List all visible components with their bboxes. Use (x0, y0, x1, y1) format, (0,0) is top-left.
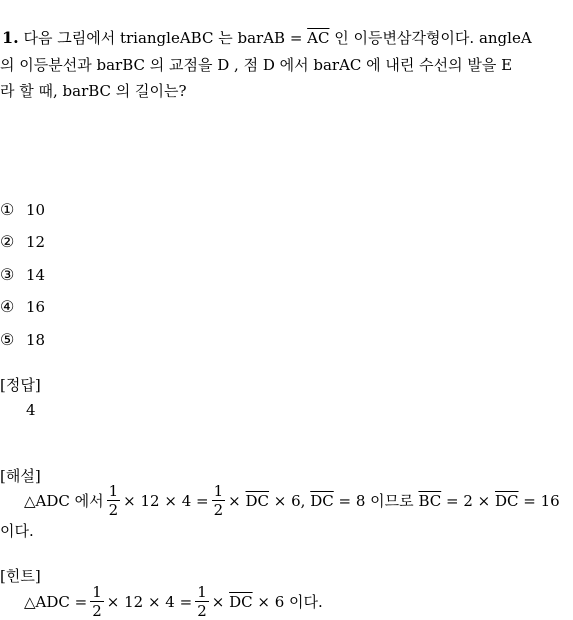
segment-dc: $\overline{DC}$ (495, 491, 519, 510)
explanation-text-a: △ADC 에서 (24, 492, 104, 510)
fraction-denominator: 2 (108, 501, 119, 519)
answer-label: [정답] (0, 376, 41, 394)
hint-text-b: × 12 × 4 = (106, 592, 193, 611)
fraction-numerator: 1 (197, 583, 207, 601)
choice-mark: ① (0, 200, 15, 219)
explanation-label: [해설] (0, 467, 41, 485)
segment-dc: $\overline{DC}$ (310, 491, 334, 510)
segment-dc: $\overline{DC}$ (229, 592, 253, 611)
choice-mark: ④ (0, 297, 15, 316)
fraction-half (107, 482, 121, 519)
fraction-half (212, 482, 226, 519)
question-line-1 (2, 27, 532, 48)
fraction-denominator: 2 (197, 602, 207, 620)
explanation-text-f: = 2 × (446, 491, 491, 510)
choice-2[interactable] (0, 232, 45, 251)
explanation-text-b: × 12 × 4 = (123, 491, 209, 510)
explanation-text-e: = 8 이므로 (338, 492, 414, 510)
explanation-line-1 (24, 482, 560, 519)
fraction-denominator: 2 (213, 501, 224, 519)
fraction-denominator: 2 (92, 602, 102, 620)
explanation-text-d: × 6, (273, 491, 306, 510)
choice-3[interactable] (0, 265, 45, 284)
segment-bc: $\overline{BC}$ (418, 491, 442, 510)
fraction-numerator: 1 (108, 482, 119, 500)
fraction-half (90, 583, 104, 620)
hint-text-d: × 6 이다. (257, 593, 323, 611)
choice-5[interactable] (0, 330, 45, 349)
choice-mark: ⑤ (0, 330, 15, 349)
explanation-text-g: = 16 (523, 491, 560, 510)
hint-text-a: △ADC = (24, 592, 88, 611)
question-line-2: 의 이등분선과 barBC 의 교점을 D , 점 D 에서 barAC 에 내린 수선의 발을 E (0, 56, 513, 74)
answer-value: 4 (26, 401, 36, 419)
hint-text-c: × (211, 592, 225, 611)
choice-text: 18 (26, 331, 46, 349)
choice-text: 12 (26, 233, 46, 251)
question-text-1a: 다음 그림에서 triangleABC 는 barAB = (23, 29, 308, 47)
explanation-text-c: × (228, 491, 241, 510)
explanation-line-2: 이다. (0, 522, 34, 540)
question-line-3: 라 할 때, barBC 의 길이는? (0, 82, 187, 100)
question-number: 1. (2, 28, 19, 47)
choice-text: 14 (26, 266, 46, 284)
choice-4[interactable] (0, 297, 45, 316)
fraction-numerator: 1 (213, 482, 224, 500)
segment-dc: $\overline{DC}$ (245, 491, 270, 510)
choice-mark: ③ (0, 265, 15, 284)
choice-text: 10 (26, 201, 46, 219)
fraction-numerator: 1 (92, 583, 102, 601)
choice-1[interactable] (0, 200, 45, 219)
choice-mark: ② (0, 232, 15, 251)
segment-ac: $\overline{AC}$ (307, 29, 330, 47)
fraction-half (195, 583, 209, 620)
question-text-1b: 인 이등변삼각형이다. angleA (329, 29, 532, 47)
hint-label: [힌트] (0, 567, 41, 585)
hint-line (24, 583, 323, 620)
choice-text: 16 (26, 298, 46, 316)
